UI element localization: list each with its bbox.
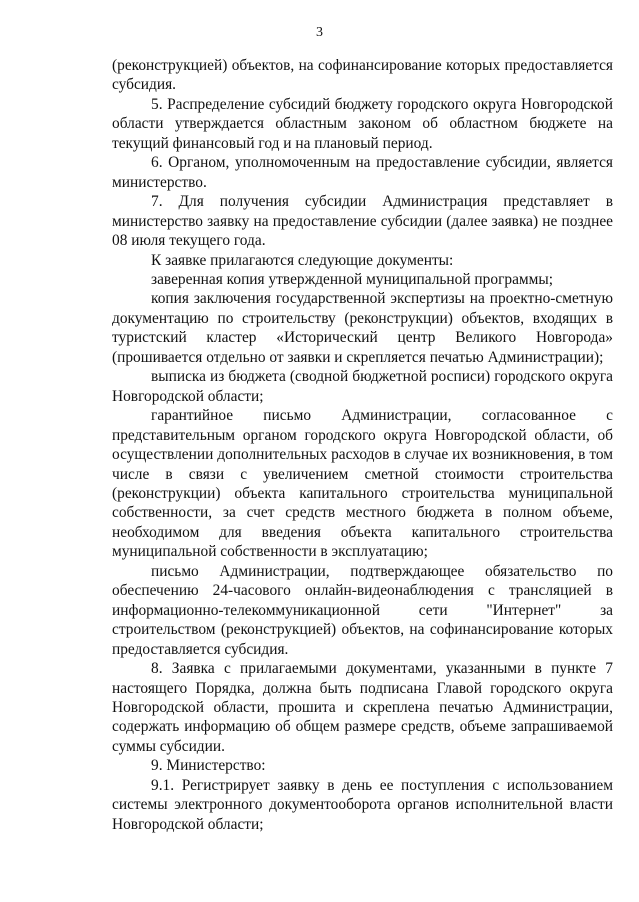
paragraph: заверенная копия утвержденной муниципальной программы;	[151, 270, 553, 288]
paragraph: 5. Распределение субсидий бюджету городского округа Новгородской области утверждается областным законом об областном бюджете на текущий финансовый год и на плановый период.	[112, 95, 613, 152]
paragraph: выписка из бюджета (сводной бюджетной росписи) городского округа Новгородской области;	[112, 368, 613, 405]
page-number: 3	[316, 25, 323, 40]
paragraph: 9.1. Регистрирует заявку в день ее поступления с использованием системы электронного документооборота органов исполнительной власти Новгородской области;	[112, 776, 613, 833]
paragraph: К заявке прилагаются следующие документы:	[151, 251, 454, 269]
paragraph: 6. Органом, уполномоченным на предоставление субсидии, является министерство.	[112, 154, 613, 191]
paragraph: письмо Администрации, подтверждающее обязательство по обеспечению 24-часового онлайн-видеонаблюдения с трансляцией в информационно-телекоммуникационной сети "Интернет" за строительством (реконструкцией) объектов, на софинансирование которых предоставляется субсидия.	[112, 562, 613, 658]
paragraph: 7. Для получения субсидии Администрация представляет в министерство заявку на предоставление субсидии (далее заявка) не позднее 08 июля текущего года.	[112, 193, 613, 250]
paragraph: 8. Заявка с прилагаемыми документами, указанными в пункте 7 настоящего Порядка, должна быть подписана Главой городского округа Новгородской области, прошита и скреплена печатью Администрации, содержать информацию об общем размере средств, объеме запрашиваемой суммы субсидии.	[112, 660, 613, 755]
paragraph: 9. Министерство:	[151, 757, 266, 775]
document-body	[112, 56, 613, 834]
paragraph: (реконструкцией) объектов, на софинансирование которых предоставляется субсидия.	[112, 57, 613, 94]
paragraph: гарантийное письмо Администрации, согласованное с представительным органом городского округа Новгородской области, об осуществлении дополнительных расходов в случае их возникновения, в том числе в связи с увеличением сметной стоимости строительства (реконструкции) объекта капитального строительства муниципальной собственности, за счет средств местного бюджета в полном объеме, необходимом для введения объекта капитального строительства муниципальной собственности в эксплуатацию;	[112, 407, 613, 561]
paragraph: копия заключения государственной экспертизы на проектно-сметную документацию по строительству (реконструкции) объектов, входящих в туристский кластер «Исторический центр Великого Новгорода» (прошивается отдельно от заявки и скрепляется печатью Администрации);	[112, 290, 613, 366]
